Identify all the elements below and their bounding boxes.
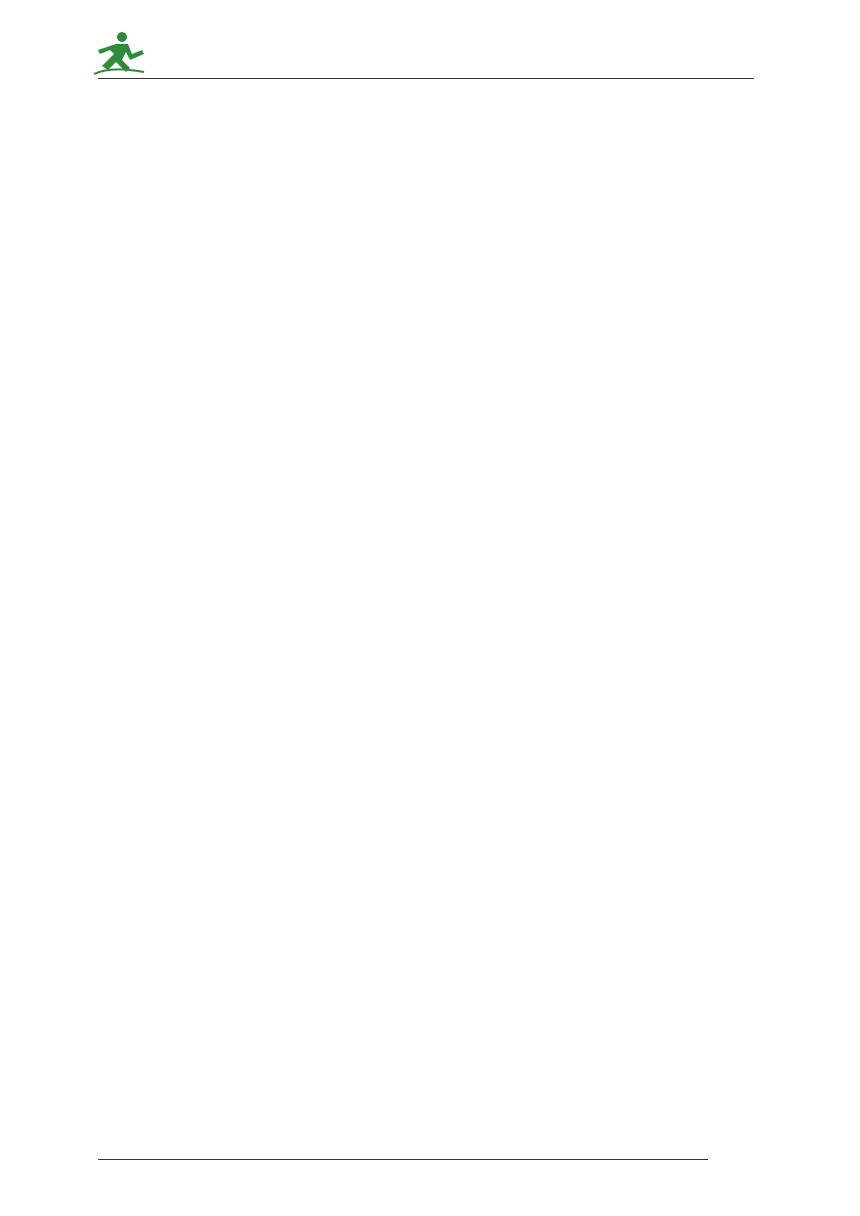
header-divider	[98, 78, 754, 79]
footer-divider	[98, 1159, 708, 1160]
site-logo	[92, 30, 267, 78]
runner-logo-icon	[92, 30, 148, 76]
